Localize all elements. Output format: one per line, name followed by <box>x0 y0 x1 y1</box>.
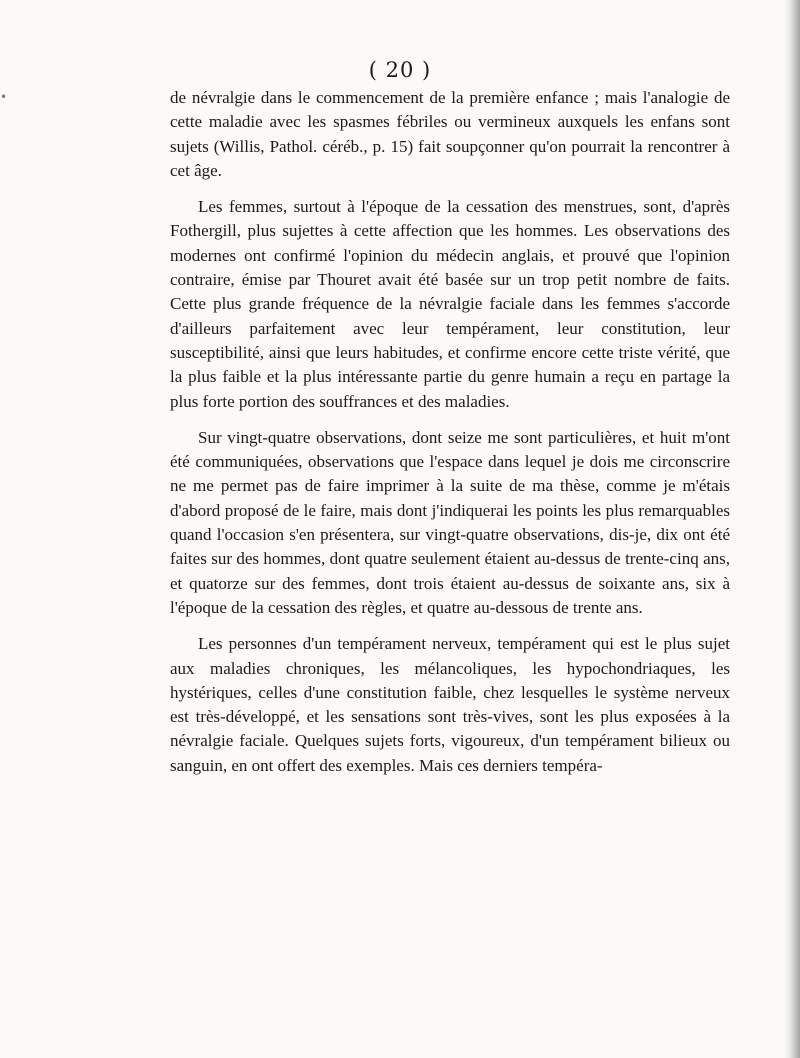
paragraph-1: de névralgie dans le commencement de la première enfance ; mais l'analogie de cette maladie avec les spasmes fébriles ou vermineux auxquels les enfans sont sujets (Willis, Pathol. céréb., p. 15) fait soupçonner qu'on pourrait la rencontrer à cet âge. <box>170 88 730 180</box>
paragraph-3: Sur vingt-quatre observations, dont seize me sont particulières, et huit m'ont été communiquées, observations que l'espace dans lequel je dois me circonscrire ne me permet pas de faire imprimer à la suite de ma thèse, comme je m'étais d'abord proposé de le faire, mais dont j'indiquerai les points les plus remarquables quand l'occasion s'en présentera, sur vingt-quatre observations, dis-je, dix ont été faites sur des hommes, dont quatre seulement étaient au-dessus de trente-cinq ans, et quatorze sur des femmes, dont trois étaient au-dessus de soixante ans, six à l'époque de la cessation des règles, et quatre au-dessous de trente ans. <box>170 427 730 617</box>
paragraph-4: Les personnes d'un tempérament nerveux, tempérament qui est le plus sujet aux maladies chroniques, les mélancoliques, les hypochondriaques, les hystériques, celles d'une constitution faible, chez lesquelles le système nerveux est très-développé, et les sensations sont très-vives, sont les plus exposées à la névralgie faciale. Quelques sujets forts, vigoureux, d'un tempérament bilieux ou sanguin, en ont offert des exemples. Mais ces derniers tempéra- <box>170 634 730 775</box>
page-number: ( 20 ) <box>368 58 432 82</box>
page-edge-shadow <box>784 0 800 1058</box>
page-body <box>170 86 730 790</box>
paragraph-2: Les femmes, surtout à l'époque de la cessation des menstrues, sont, d'après Fothergill, plus sujettes à cette affection que les hommes. Les observations des modernes ont confirmé l'opinion du médecin anglais, et prouvé que l'opinion contraire, émise par Thouret avait été basée sur un trop petit nombre de faits. Cette plus grande fréquence de la névralgie faciale dans les femmes s'accorde d'ailleurs parfaitement avec leur tempérament, leur constitution, leur susceptibilité, ainsi que leurs habitudes, et confirme encore cette triste vérité, que la plus faible et la plus intéressante partie du genre humain a reçu en partage la plus forte portion des souffrances et des maladies. <box>170 197 730 411</box>
margin-mark: • <box>0 90 8 104</box>
